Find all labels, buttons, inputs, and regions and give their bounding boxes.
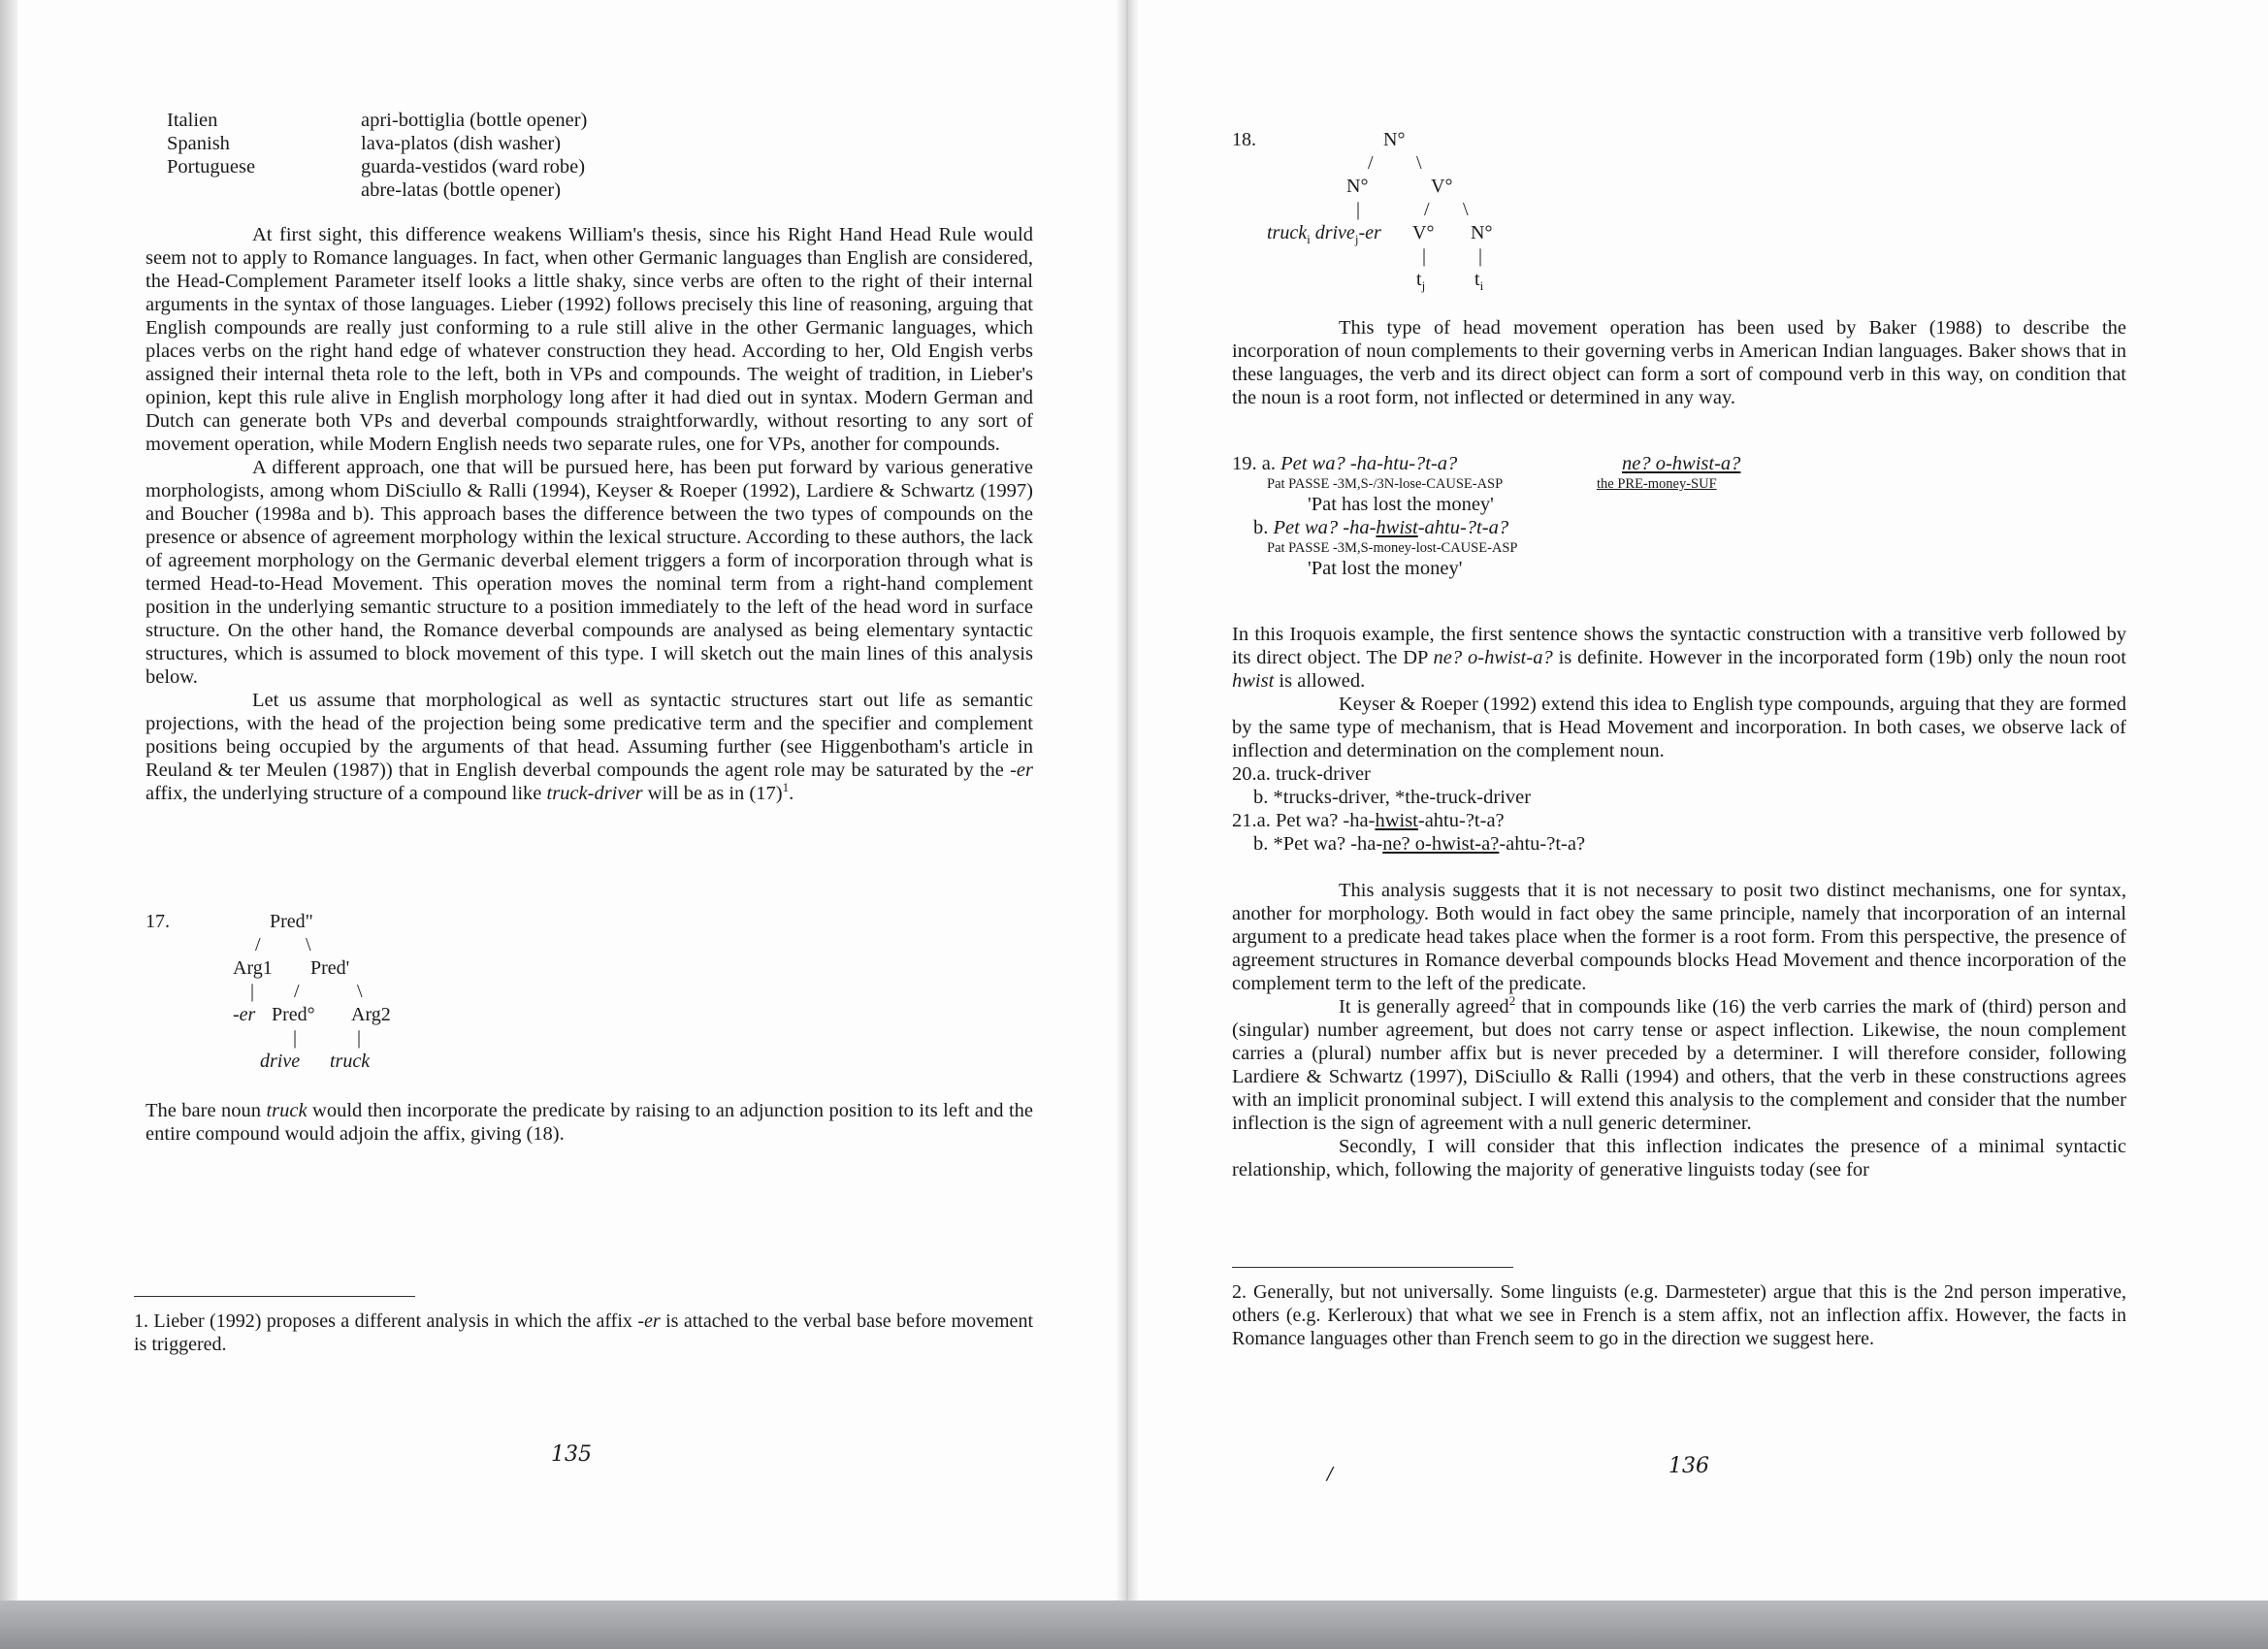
footnote-rule xyxy=(134,1296,415,1297)
gloss: Pat PASSE -3M,S-money-lost-CAUSE-ASP xyxy=(1267,540,1518,556)
footnote-1: 1. Lieber (1992) proposes a different analysis in which the affix -er is attached to the verbal base before movement is triggered. xyxy=(134,1310,1033,1355)
language-compound: lava-platos (dish washer) xyxy=(361,133,562,154)
translation: 'Pat lost the money' xyxy=(1308,558,1463,579)
paragraph: At first sight, this difference weakens William's thesis, since his Right Hand Head Rule would seem not to apply to Romance languages. In fact, when other Germanic languages than English are considered, the Head-Complement Parameter itself looks a little shaky, since verbs are often to the right of their internal arguments in the syntax of those languages. Lieber (1992) follows precisely this line of reasoning, arguing that English compounds are really just conforming to a rule still alive in the other Germanic languages, which places verbs on the right hand edge of whatever construction they head. According to her, Old Engish verbs assigned their internal theta role to the left, both in VPs and compounds. The weight of tradition, in Lieber's opinion, kept this rule alive in English morphology long after it had died out in syntax. Modern German and Dutch can generate both VPs and deverbal compounds straightforwardly, without resorting to any sort of movement operation, while Modern English needs two separate rules, one for VPs, another for compounds. xyxy=(146,224,1033,455)
page-edge-shadow xyxy=(0,0,17,1600)
paragraph: Secondly, I will consider that this inflection indicates the presence of a minimal syntactic relationship, which, following the majority of generative linguists today (see for xyxy=(1232,1136,2126,1180)
footnote-rule xyxy=(1232,1267,1513,1268)
example-object: ne? o-hwist-a? xyxy=(1622,453,1741,474)
example-number: 18. xyxy=(1232,129,1256,150)
left-body xyxy=(146,223,1033,805)
translation: 'Pat has lost the money' xyxy=(1308,494,1494,515)
example-number: 17. xyxy=(146,911,170,932)
tree-leaf: truck$_i$ drive$_j$-er xyxy=(1267,222,1381,246)
footnote-2: 2. Generally, but not universally. Some linguists (e.g. Darmesteter) argue that this is the 2nd person imperative, others (e.g. Kerleroux) that what we see in French is a stem affix, not an inflection affix. However, the facts in Romance languages other than French seem to go in the direction we suggest here. xyxy=(1232,1281,2126,1349)
example-text: b. Pet wa? -ha-hwist-ahtu-?t-a? xyxy=(1253,517,1509,538)
language-name: Spanish xyxy=(167,133,230,154)
tree-17: 17. Pred" / \ Arg1 Pred' | / \ -er Pred° Arg2 | | drive truck xyxy=(146,911,391,1072)
language-name: Portuguese xyxy=(167,156,256,178)
scanner-bottom-band xyxy=(0,1600,2268,1649)
paragraph: In this Iroquois example, the first sentence shows the syntactic construction with a transitive verb followed by its direct object. The DP ne? o-hwist-a? is definite. However in the incorporated form (19b) only the noun root hwist is allowed. xyxy=(1232,624,2126,692)
examples-20-21 xyxy=(1232,762,2126,856)
language-compound: guarda-vestidos (ward robe) xyxy=(361,156,586,178)
example-line: b. *trucks-driver, *the-truck-driver xyxy=(1253,787,1532,808)
tree-18: 18. N° / \ N° V° | / \ truck$_i$ drive$_j$-er V° N° | | $t_j$ $t_i$ xyxy=(1232,129,1493,293)
tree-node: Arg2 xyxy=(351,1004,391,1025)
tree-node: Arg1 xyxy=(233,957,273,979)
paragraph: The bare noun truck would then incorporate the predicate by raising to an adjunction position to its left and the entire compound would adjoin the affix, giving (18). xyxy=(146,1100,1033,1145)
language-row xyxy=(167,155,587,178)
tree-node: -er xyxy=(233,1004,256,1025)
language-name xyxy=(167,178,361,202)
stray-mark: / xyxy=(1327,1464,1334,1484)
example-line: 21.a. Pet wa? -ha-hwist-ahtu-?t-a? xyxy=(1232,810,1505,831)
language-compound: apri-bottiglia (bottle opener) xyxy=(361,110,588,131)
example-line: b. *Pet wa? -ha-ne? o-hwist-a?-ahtu-?t-a? xyxy=(1253,833,1586,855)
language-compound: abre-latas (bottle opener) xyxy=(361,179,562,201)
paragraph: Let us assume that morphological as well as syntactic structures start out life as semantic projections, with the head of the projection being some predicative term and the specifier and complement positions being occupied by the arguments of that head. Assuming further (see Higgenbotham's article in Reuland & ter Meulen (1987)) that in English deverbal compounds the agent role may be saturated by the -er affix, the underlying structure of a compound like truck-driver will be as in $(17)^1$. xyxy=(146,690,1033,804)
paragraph: This analysis suggests that it is not necessary to posit two distinct mechanisms, one for syntax, another for morphology. Both would in fact obey the same principle, namely that incorporation of an internal argument to a predicate head takes place when the former is a root form. From this perspective, the presence of agreement structures in Romance deverbal compounds blocks Head Movement and thence incorporation of the complement term to the left of the predicate. xyxy=(1232,880,2126,994)
gloss: the PRE-money-SUF xyxy=(1597,476,1717,492)
gloss: Pat PASSE -3M,S-/3N-lose-CAUSE-ASP xyxy=(1267,476,1504,492)
tree-node: V° xyxy=(1431,176,1453,197)
book-gutter xyxy=(1116,0,1139,1600)
language-row xyxy=(167,109,587,132)
tree-node: Pred° xyxy=(272,1004,315,1025)
page-number: 135 xyxy=(551,1442,592,1467)
trace: $t_i$ xyxy=(1474,269,1484,293)
paragraph: It is generally agreed$^2$ that in compounds like (16) the verb carries the mark of (third) person and (singular) number agreement, but does not carry tense or aspect inflection. Likewise, the noun complement carries a (plural) number affix but is never preceded by a determiner. I will therefore consider, following Lardiere & Schwartz (1997), DiSciullo & Ralli (1994) and others, that the verb in these constructions agrees with an implicit pronominal subject. I will extend this analysis to the complement and consider that the number inflection is the sign of agreement with a null generic determiner. xyxy=(1232,993,2127,1134)
right-body-2 xyxy=(1232,879,2126,1181)
tree-node: Pred' xyxy=(310,957,350,979)
language-examples xyxy=(167,109,587,202)
paragraph: Keyser & Roeper (1992) extend this idea to English type compounds, arguing that they are formed by the same type of mechanism, that is Head Movement and incorporation. In both cases, we observe lack of inflection and determination on the complement noun. xyxy=(1232,694,2126,761)
example-line: 20.a. truck-driver xyxy=(1232,763,1371,785)
tree-leaf: drive xyxy=(260,1051,301,1072)
tree-node: N° xyxy=(1383,129,1406,150)
page-number: 136 xyxy=(1669,1454,1709,1478)
language-row xyxy=(167,132,587,155)
language-name: Italien xyxy=(167,110,218,131)
example-text: Pet wa? -ha-htu-?t-a? xyxy=(1280,453,1458,474)
right-body-1 xyxy=(1232,623,2126,762)
tree-node: Pred" xyxy=(270,911,313,932)
tree-node: N° xyxy=(1471,222,1493,243)
tree-leaf: truck xyxy=(330,1051,371,1072)
paragraph: This type of head movement operation has been used by Baker (1988) to describe the incorporation of noun complements to their governing verbs in American Indian languages. Baker shows that in these languages, the verb and its direct object can form a sort of compound verb in this way, on condition that the noun is a root form, not inflected or determined in any way. xyxy=(1232,317,2126,408)
trace: $t_j$ xyxy=(1416,269,1426,293)
paragraph: A different approach, one that will be pursued here, has been put forward by various generative morphologists, among whom DiSciullo & Ralli (1994), Keyser & Roeper (1992), Lardiere & Schwartz (1997) and Boucher (1998a and b). This approach bases the difference between the two types of compounds on the presence or absence of agreement morphology within the lexical structure. According to these authors, the lack of agreement morphology on the Germanic deverbal element triggers a form of incorporation through what is termed Head-to-Head Movement. This operation moves the nominal term from a right-hand complement position in the underlying semantic structure to a position immediately to the left of the head word in surface structure. On the other hand, the Romance deverbal compounds are analysed as being elementary syntactic structures, which is assumed to block movement of this type. I will sketch out the main lines of this analysis below. xyxy=(146,457,1033,688)
tree-node: N° xyxy=(1346,176,1369,197)
tree-node: V° xyxy=(1412,222,1435,243)
example-19: 19. a. Pet wa? -ha-htu-?t-a? ne? o-hwist-a? Pat PASSE -3M,S-/3N-lose-CAUSE-ASP the PRE-money-SUF 'Pat has lost the money' b. Pet wa? -ha-hwist-ahtu-?t-a? Pat PASSE -3M,S-money-lost-CAUSE-ASP 'Pat lost the money' xyxy=(1232,452,2126,580)
language-row xyxy=(167,178,587,202)
